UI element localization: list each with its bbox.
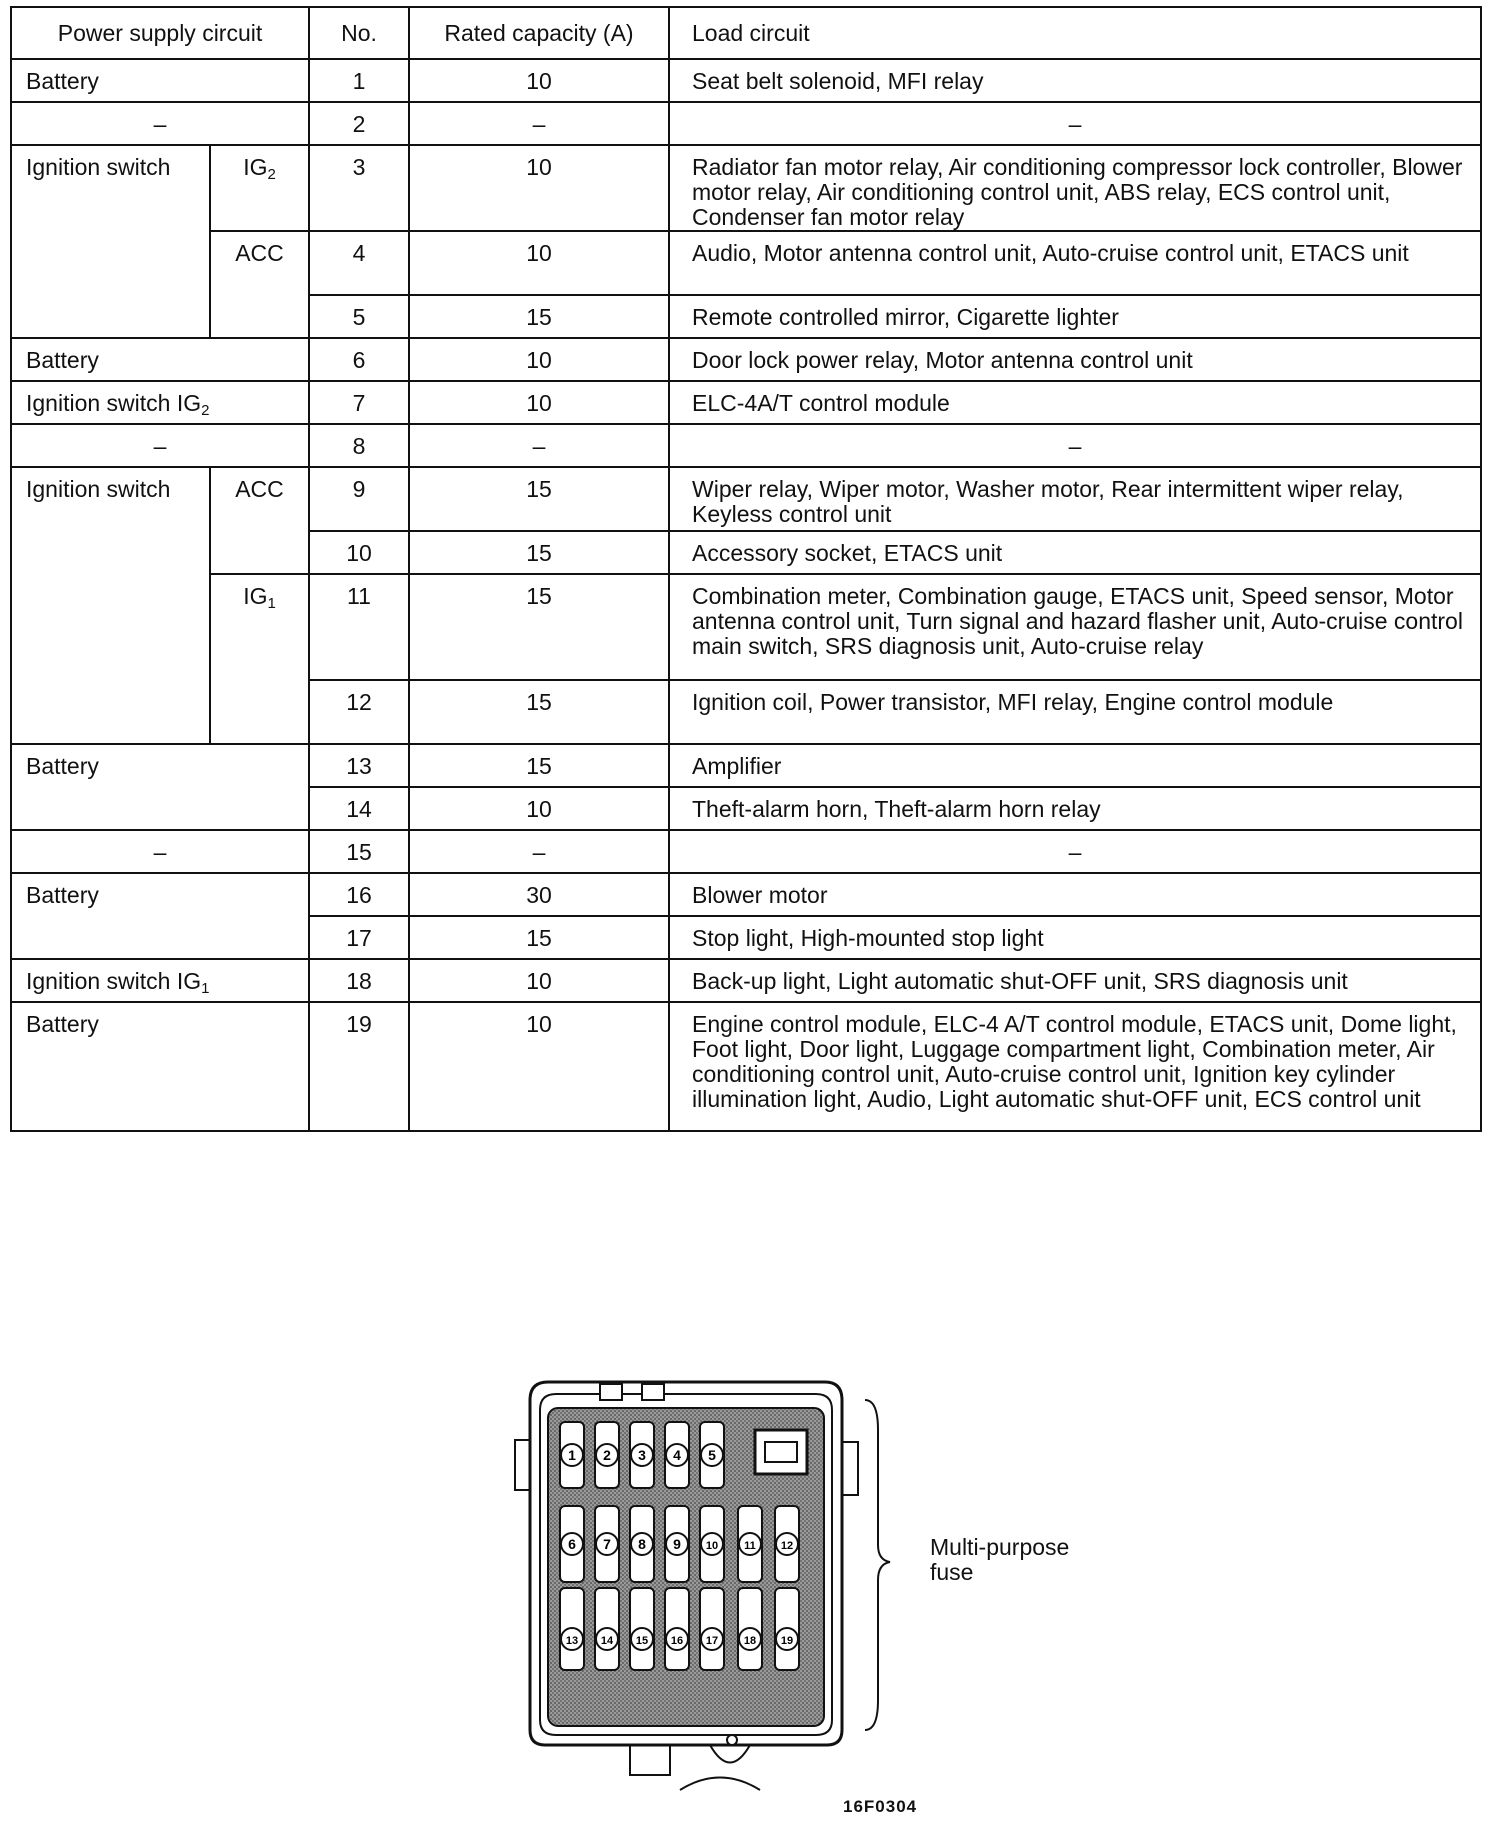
fuse-no: 11 bbox=[309, 574, 409, 680]
header-rated: Rated capacity (A) bbox=[409, 7, 669, 59]
fuse-no: 8 bbox=[309, 424, 409, 467]
supply-sub: ACC bbox=[210, 231, 309, 338]
table-row bbox=[11, 145, 1481, 231]
fuse-number: 17 bbox=[705, 1635, 719, 1647]
capacity: 10 bbox=[409, 338, 669, 381]
table-row bbox=[11, 102, 1481, 145]
capacity: 10 bbox=[409, 59, 669, 102]
supply-cell: – bbox=[11, 830, 309, 873]
supply-cell: – bbox=[11, 424, 309, 467]
header-no: No. bbox=[309, 7, 409, 59]
fuse-no: 10 bbox=[309, 531, 409, 574]
capacity: 30 bbox=[409, 873, 669, 916]
load-circuit: Radiator fan motor relay, Air conditioning compressor lock controller, Blower motor relay, Air conditioning control unit, ABS relay, ECS control unit, Condenser fan motor relay bbox=[669, 145, 1481, 231]
fuse-no: 7 bbox=[309, 381, 409, 424]
supply-cell: Battery bbox=[11, 59, 309, 102]
fuse-box-diagram bbox=[470, 1370, 1130, 1820]
fuse-number: 18 bbox=[743, 1635, 757, 1647]
fuse-table bbox=[10, 6, 1482, 1132]
capacity: 10 bbox=[409, 381, 669, 424]
table-row bbox=[11, 744, 1481, 787]
load-circuit: – bbox=[669, 424, 1481, 467]
supply-cell: Battery bbox=[11, 744, 309, 830]
fuse-number: 13 bbox=[565, 1635, 579, 1647]
fuse-no: 18 bbox=[309, 959, 409, 1002]
load-circuit: – bbox=[669, 830, 1481, 873]
fuse-no: 13 bbox=[309, 744, 409, 787]
fuse-number: 2 bbox=[603, 1447, 611, 1463]
header-row bbox=[11, 7, 1481, 59]
table-row bbox=[11, 1002, 1481, 1131]
fuse-number: 8 bbox=[638, 1536, 646, 1552]
fuse-number: 4 bbox=[673, 1447, 681, 1463]
brace bbox=[865, 1400, 890, 1730]
fuse-no: 4 bbox=[309, 231, 409, 295]
load-circuit: Back-up light, Light automatic shut-OFF unit, SRS diagnosis unit bbox=[669, 959, 1481, 1002]
fuse-number: 1 bbox=[568, 1447, 576, 1463]
fuse-no: 2 bbox=[309, 102, 409, 145]
supply-sub: $IG_2$ bbox=[210, 145, 309, 231]
load-circuit: Wiper relay, Wiper motor, Washer motor, Rear intermittent wiper relay, Keyless control unit bbox=[669, 467, 1481, 531]
capacity: 15 bbox=[409, 744, 669, 787]
load-circuit: Accessory socket, ETACS unit bbox=[669, 531, 1481, 574]
load-circuit: Audio, Motor antenna control unit, Auto-cruise control unit, ETACS unit bbox=[669, 231, 1481, 295]
load-circuit: Combination meter, Combination gauge, ETACS unit, Speed sensor, Motor antenna control unit, Turn signal and hazard flasher unit, Auto-cruise control main switch, SRS diagnosis unit, Auto-cruise relay bbox=[669, 574, 1481, 680]
capacity: 10 bbox=[409, 959, 669, 1002]
capacity: 15 bbox=[409, 574, 669, 680]
capacity: 10 bbox=[409, 145, 669, 231]
load-circuit: ELC-4A/T control module bbox=[669, 381, 1481, 424]
supply-cell: Ignition switch bbox=[11, 145, 210, 338]
table-row bbox=[11, 338, 1481, 381]
load-circuit: Amplifier bbox=[669, 744, 1481, 787]
capacity: 10 bbox=[409, 1002, 669, 1131]
capacity: 10 bbox=[409, 787, 669, 830]
multi-purpose-fuse-label bbox=[930, 1535, 1069, 1585]
capacity: – bbox=[409, 102, 669, 145]
fuse-number: 3 bbox=[638, 1447, 646, 1463]
load-circuit: – bbox=[669, 102, 1481, 145]
fuse-no: 16 bbox=[309, 873, 409, 916]
fuse-no: 1 bbox=[309, 59, 409, 102]
supply-cell: Ignition switch bbox=[11, 467, 210, 744]
fuse-no: 19 bbox=[309, 1002, 409, 1131]
table-row bbox=[11, 467, 1481, 531]
table-row bbox=[11, 574, 1481, 680]
supply-cell: Battery bbox=[11, 873, 309, 959]
fuse-no: 3 bbox=[309, 145, 409, 231]
fuse-number: 11 bbox=[744, 1540, 756, 1552]
supply-cell: Battery bbox=[11, 1002, 309, 1131]
supply-cell: Ignition switch $IG_1$ bbox=[11, 959, 309, 1002]
supply-cell: Battery bbox=[11, 338, 309, 381]
load-circuit: Theft-alarm horn, Theft-alarm horn relay bbox=[669, 787, 1481, 830]
capacity: 15 bbox=[409, 295, 669, 338]
fuse-number: 14 bbox=[600, 1635, 614, 1647]
capacity: 15 bbox=[409, 680, 669, 744]
fuse-number: 7 bbox=[603, 1536, 611, 1552]
capacity: 15 bbox=[409, 916, 669, 959]
capacity: 15 bbox=[409, 531, 669, 574]
label-line-1: Multi-purpose bbox=[930, 1534, 1070, 1560]
fuse-no: 9 bbox=[309, 467, 409, 531]
load-circuit: Engine control module, ELC-4 A/T control module, ETACS unit, Dome light, Foot light, Door light, Luggage compartment light, Combination meter, Air conditioning control unit, Auto-cruise control unit, Ignition key cylinder illumination light, Audio, Light automatic shut-OFF unit, ECS control unit bbox=[669, 1002, 1481, 1131]
supply-cell: Ignition switch $IG_2$ bbox=[11, 381, 309, 424]
table-row bbox=[11, 424, 1481, 467]
header-load: Load circuit bbox=[669, 7, 1481, 59]
load-circuit: Stop light, High-mounted stop light bbox=[669, 916, 1481, 959]
capacity: – bbox=[409, 830, 669, 873]
table-row bbox=[11, 381, 1481, 424]
header-power-supply: Power supply circuit bbox=[11, 7, 309, 59]
table-row bbox=[11, 59, 1481, 102]
fuse-number: 12 bbox=[780, 1540, 794, 1552]
fuse-no: 15 bbox=[309, 830, 409, 873]
supply-cell: – bbox=[11, 102, 309, 145]
load-circuit: Remote controlled mirror, Cigarette lighter bbox=[669, 295, 1481, 338]
fuse-number: 10 bbox=[705, 1540, 719, 1552]
load-circuit: Door lock power relay, Motor antenna control unit bbox=[669, 338, 1481, 381]
label-line-2: fuse bbox=[930, 1559, 974, 1585]
table-row bbox=[11, 873, 1481, 916]
fuse-no: 14 bbox=[309, 787, 409, 830]
fuse-no: 5 bbox=[309, 295, 409, 338]
load-circuit: Seat belt solenoid, MFI relay bbox=[669, 59, 1481, 102]
fuse-number: 5 bbox=[708, 1447, 716, 1463]
load-circuit: Ignition coil, Power transistor, MFI relay, Engine control module bbox=[669, 680, 1481, 744]
supply-sub: $IG_1$ bbox=[210, 574, 309, 744]
table-row bbox=[11, 959, 1481, 1002]
fuse-number: 9 bbox=[673, 1536, 681, 1552]
figure-code: 16F0304 bbox=[843, 1797, 918, 1816]
supply-sub: ACC bbox=[210, 467, 309, 574]
load-circuit: Blower motor bbox=[669, 873, 1481, 916]
capacity: – bbox=[409, 424, 669, 467]
fuse-no: 12 bbox=[309, 680, 409, 744]
fuse-number: 16 bbox=[670, 1635, 684, 1647]
table-row bbox=[11, 830, 1481, 873]
fuse-no: 17 bbox=[309, 916, 409, 959]
fuse-number: 19 bbox=[780, 1635, 794, 1647]
table-row bbox=[11, 231, 1481, 295]
fuse-number: 6 bbox=[568, 1536, 576, 1552]
fuse-no: 6 bbox=[309, 338, 409, 381]
capacity: 10 bbox=[409, 231, 669, 295]
capacity: 15 bbox=[409, 467, 669, 531]
fuse-number: 15 bbox=[635, 1635, 649, 1647]
